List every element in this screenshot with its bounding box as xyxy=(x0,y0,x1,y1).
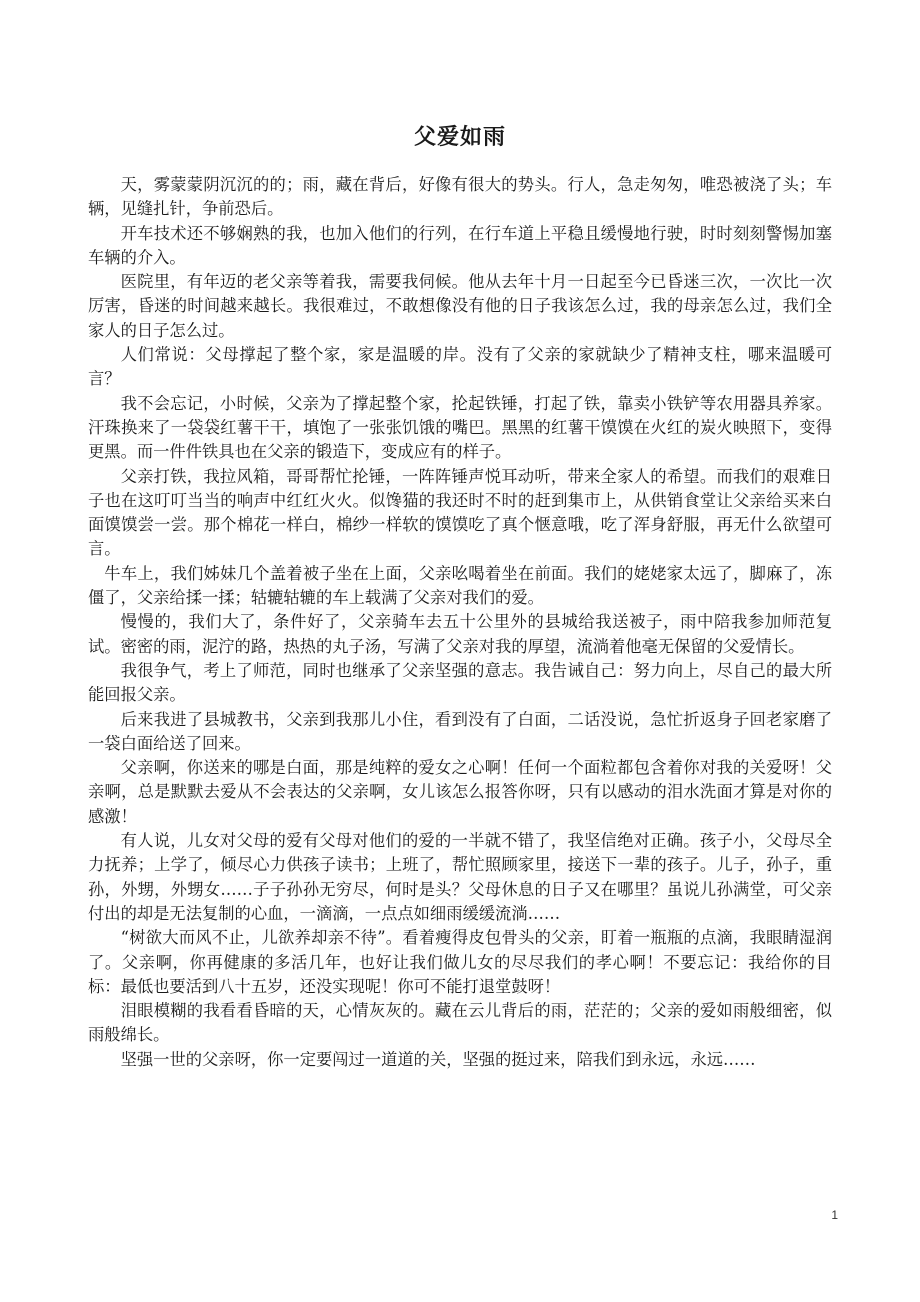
paragraph: 有人说，儿女对父母的爱有父母对他们的爱的一半就不错了，我坚信绝对正确。孩子小，父母尽全力抚养；上学了，倾尽心力供孩子读书；上班了，帮忙照顾家里，接送下一辈的孩子。儿子，孙子，重孙，外甥，外甥女……子子孙孙无穷尽，何时是头？父母休息的日子又在哪里？虽说儿孙满堂，可父亲付出的却是无法复制的心血，一滴滴，一点点如细雨缓缓流淌…… xyxy=(88,831,832,923)
paragraph: 坚强一世的父亲呀，你一定要闯过一道道的关，坚强的挺过来，陪我们到永远，永远…… xyxy=(120,1049,756,1069)
paragraph: 父亲打铁，我拉风箱，哥哥帮忙抡锤，一阵阵锤声悦耳动听，带来全家人的希望。而我们的艰难日子也在这叮叮当当的响声中红红火火。似馋猫的我还时不时的赶到集市上，从供销食堂让父亲给买来白面馍馍尝一尝。那个棉花一样白，棉纱一样软的馍馍吃了真个惬意哦，吃了浑身舒服，再无什么欲望可言。 xyxy=(88,466,832,559)
paragraph: 我很争气，考上了师范，同时也继承了父亲坚强的意志。我告诫自己：努力向上，尽自己的最大所能回报父亲。 xyxy=(88,660,832,705)
paragraph: 父亲啊，你送来的哪是白面，那是纯粹的爱女之心啊！任何一个面粒都包含着你对我的关爱呀！父亲啊，总是默默去爱从不会表达的父亲啊，女儿该怎么报答你呀，只有以感动的泪水洗面才算是对你的感激！ xyxy=(88,758,832,826)
paragraph: 后来我进了县城教书，父亲到我那儿小住，看到没有了白面，二话没说，急忙折返身子回老家磨了一袋白面给送了回来。 xyxy=(88,709,832,753)
page-title: 父爱如雨 xyxy=(413,125,506,150)
paragraph: 医院里，有年迈的老父亲等着我，需要我伺候。他从去年十月一日起至今已昏迷三次，一次比一次厉害，昏迷的时间越来越长。我很难过，不敢想像没有他的日子我该怎么过，我的母亲怎么过，我们全家人的日子怎么过。 xyxy=(88,272,832,340)
paragraph: 慢慢的，我们大了，条件好了，父亲骑车去五十公里外的县城给我送被子，雨中陪我参加师范复试。密密的雨，泥泞的路，热热的丸子汤，写满了父亲对我的厚望，流淌着他毫无保留的父爱情长。 xyxy=(88,612,832,656)
paragraph: 我不会忘记，小时候，父亲为了撑起整个家，抡起铁锤，打起了铁，靠卖小铁铲等农用器具养家。汗珠换来了一袋袋红薯干干，填饱了一张张饥饿的嘴巴。黑黑的红薯干馍馍在火红的炭火映照下，变得更黑。而一件件铁具也在父亲的锻造下，变成应有的样子。 xyxy=(88,393,832,462)
article-body xyxy=(88,173,832,1072)
paragraph: “树欲大而风不止，儿欲养却亲不待”。看着瘦得皮包骨头的父亲，盯着一瓶瓶的点滴，我眼睛湿润了。父亲啊，你再健康的多活几年，也好让我们做儿女的尽尽我们的孝心啊！不要忘记：我给你的目标：最低也要活到八十五岁，还没实现呢！你可不能打退堂鼓呀！ xyxy=(88,928,832,996)
paragraph: 人们常说：父母撑起了整个家，家是温暖的岸。没有了父亲的家就缺少了精神支柱，哪来温暖可言？ xyxy=(88,345,832,389)
paragraph: 天，雾蒙蒙阴沉沉的的；雨，藏在背后，好像有很大的势头。行人，急走匆匆，唯恐被浇了头；车辆，见缝扎针，争前恐后。 xyxy=(88,175,832,219)
page-number: 1 xyxy=(831,1208,838,1222)
paragraph: 开车技术还不够娴熟的我，也加入他们的行列，在行车道上平稳且缓慢地行驶，时时刻刻警惕加塞车辆的介入。 xyxy=(88,223,832,267)
paragraph: 泪眼模糊的我看看昏暗的天，心情灰灰的。藏在云儿背后的雨，茫茫的；父亲的爱如雨般细密，似雨般绵长。 xyxy=(88,1001,832,1045)
paragraph: 牛车上，我们姊妹几个盖着被子坐在上面，父亲吆喝着坐在前面。我们的姥姥家太远了，脚麻了，冻僵了，父亲给揉一揉；轱辘轱辘的车上载满了父亲对我们的爱。 xyxy=(88,563,832,608)
